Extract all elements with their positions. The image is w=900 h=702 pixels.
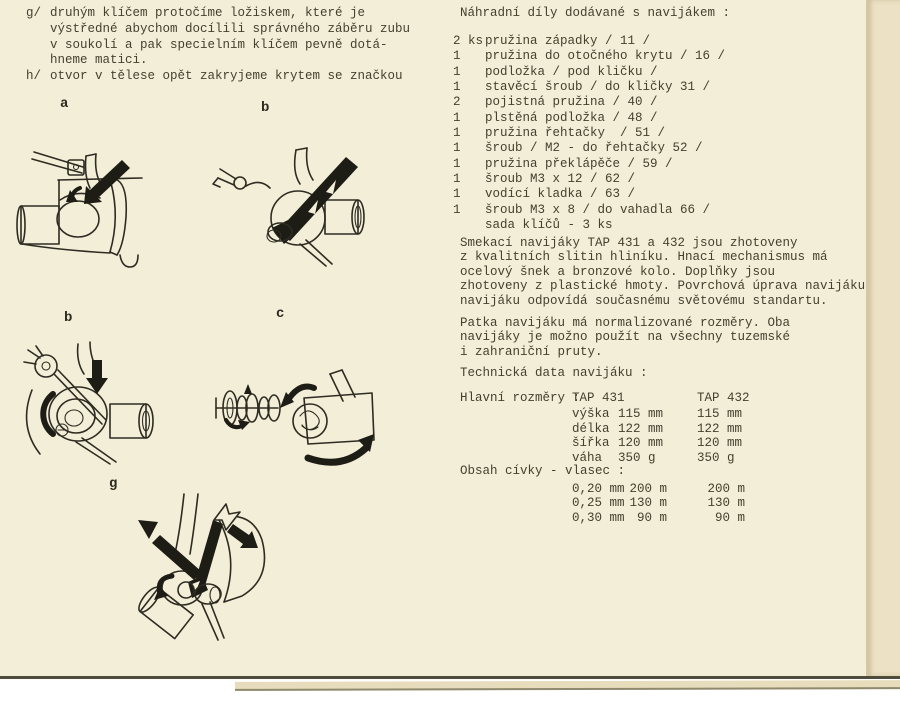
- instruction-h: [26, 69, 450, 85]
- part-qty: 1: [453, 156, 461, 171]
- dimension-value-432: 350 g: [697, 450, 735, 465]
- dimension-name: výška: [572, 407, 610, 421]
- dimension-value-432: 120 mm: [697, 436, 743, 451]
- part-qty: 2: [453, 95, 461, 110]
- part-desc: stavěcí šroub / do kličky 31 /: [485, 80, 711, 95]
- part-desc: pružina řehtačky / 51 /: [485, 126, 666, 141]
- capacity-value-432: 90 m: [714, 510, 745, 525]
- figure-label-c: c: [276, 306, 285, 322]
- dimension-name: šířka: [572, 436, 610, 451]
- part-desc: vodící kladka / 63 /: [485, 187, 636, 202]
- spool-capacity-heading: Obsah cívky - vlasec :: [460, 464, 626, 478]
- dimension-value-431: 120 mm: [618, 436, 664, 451]
- figure-a-illustration: [14, 142, 164, 282]
- part-qty: 1: [453, 80, 461, 95]
- part-desc: pojistná pružina / 40 /: [485, 95, 658, 110]
- figure-b-middle-illustration: [16, 338, 174, 466]
- dimension-value-431: 122 mm: [618, 421, 664, 436]
- paragraph-line: Patka navijáku má normalizované rozměry. Oba: [460, 316, 791, 330]
- dimension-value-432: 115 mm: [697, 407, 743, 421]
- parts-row: [453, 111, 893, 126]
- part-qty: 1: [453, 49, 461, 64]
- parts-row: [453, 95, 893, 110]
- part-qty: 1: [453, 126, 461, 141]
- capacity-value-431: 90 m: [636, 510, 667, 525]
- part-desc: sada klíčů - 3 ks: [485, 218, 613, 233]
- part-desc: pružina do otočného krytu / 16 /: [485, 49, 726, 64]
- line-diameter: 0,25 mm: [572, 496, 625, 511]
- capacity-row: [460, 479, 890, 496]
- figure-label-a: a: [60, 96, 69, 112]
- instruction-label: h/: [26, 69, 42, 84]
- instruction-text: [50, 6, 450, 69]
- dimension-row: [460, 448, 890, 463]
- part-qty: 1: [453, 187, 461, 202]
- part-qty: 1: [453, 172, 461, 187]
- part-desc: podložka / pod kličku /: [485, 64, 658, 79]
- model1-header: TAP 431: [572, 391, 625, 405]
- part-qty: [453, 218, 485, 233]
- instruction-line: otvor v tělese opět zakryjeme krytem se značkou: [50, 69, 403, 84]
- line-diameter: 0,20 mm: [572, 482, 625, 496]
- parts-list: [453, 34, 893, 233]
- page-bottom-edge: [235, 680, 900, 691]
- part-qty: 1: [453, 64, 461, 79]
- figure-g-illustration: [122, 492, 280, 642]
- dimension-row: [460, 433, 890, 451]
- parts-row: [453, 80, 893, 95]
- paragraph-line: navijáku odpovídá současnému světovému standartu.: [460, 293, 828, 308]
- parts-row: [453, 65, 893, 80]
- dimension-row: [460, 419, 890, 434]
- instruction-g: [26, 6, 450, 69]
- part-qty: 1: [453, 141, 461, 156]
- part-qty: 2 ks: [453, 34, 484, 48]
- dimension-name: váha: [572, 450, 603, 465]
- dimension-row: [460, 404, 890, 419]
- part-desc: šroub / M2 - do řehtačky 52 /: [485, 141, 703, 156]
- part-qty: 1: [453, 110, 461, 125]
- spool-capacity-table: [460, 479, 890, 525]
- instruction-line: druhým klíčem protočíme ložiskem, které je: [50, 6, 366, 20]
- tech-data-heading: Technická data navijáku :: [460, 366, 648, 380]
- underlying-page-edge: [866, 0, 900, 676]
- instruction-label: g/: [26, 6, 42, 20]
- parts-row: [453, 49, 893, 64]
- capacity-value-431: 130 m: [629, 496, 667, 511]
- dimensions-table: [460, 404, 890, 465]
- paragraph-line: Smekací navijáky TAP 431 a 432 jsou zhotoveny: [460, 236, 798, 250]
- dimensions-label: Hlavní rozměry :: [460, 391, 581, 405]
- figure-label-g: g: [109, 476, 118, 492]
- parts-row: [453, 157, 893, 172]
- description-paragraph: [460, 236, 865, 308]
- line-diameter: 0,30 mm: [572, 510, 625, 525]
- figure-label-b-mid: b: [64, 310, 73, 326]
- parts-row: [453, 126, 893, 141]
- part-desc: pružina překlápěče / 59 /: [485, 156, 673, 171]
- instruction-line: hneme matici.: [50, 53, 148, 68]
- part-desc: šroub M3 x 8 / do vahadla 66 /: [485, 202, 711, 217]
- instruction-line: výstředné abychom docílili správného záběru zubu: [50, 21, 411, 36]
- parts-heading: Náhradní díly dodávané s navijákem :: [460, 6, 731, 20]
- paragraph-line: i zahraniční pruty.: [460, 344, 603, 359]
- part-desc: plstěná podložka / 48 /: [485, 110, 658, 125]
- dimension-value-432: 122 mm: [697, 421, 743, 436]
- paragraph-line: navijáky je možno použít na všechny tuzemské: [460, 330, 791, 345]
- parts-row: [453, 172, 893, 187]
- capacity-value-432: 200 m: [707, 482, 745, 496]
- capacity-value-431: 200 m: [629, 482, 667, 496]
- parts-row: [453, 187, 893, 202]
- dimension-value-431: 350 g: [618, 450, 656, 465]
- part-desc: šroub M3 x 12 / 62 /: [485, 172, 636, 187]
- part-qty: 1: [453, 202, 461, 217]
- parts-row: [453, 34, 893, 49]
- part-desc: pružina západky / 11 /: [485, 34, 651, 48]
- instruction-text: [50, 69, 450, 85]
- capacity-value-432: 130 m: [707, 496, 745, 511]
- paragraph-line: z kvalitních slitin hliníku. Hnací mechanismus má: [460, 250, 828, 265]
- model2-header: TAP 432: [697, 391, 750, 405]
- paragraph-line: zhotoveny z plastické hmoty. Povrchová úprava navijáku: [460, 279, 866, 294]
- parts-row: [453, 218, 893, 233]
- foot-paragraph: [460, 316, 790, 359]
- dimension-value-431: 115 mm: [618, 407, 664, 421]
- capacity-row: [460, 508, 890, 525]
- dimension-name: délka: [572, 421, 610, 436]
- instruction-list: [26, 6, 450, 85]
- parts-row: [453, 203, 893, 218]
- instruction-line: v soukolí a pak specielním klíčem pevně dotá-: [50, 37, 388, 52]
- figure-label-b-top: b: [261, 100, 270, 116]
- paragraph-line: ocelový šnek a bronzové kolo. Doplňky jsou: [460, 264, 776, 279]
- capacity-row: [460, 493, 890, 511]
- figure-c-illustration: [212, 368, 380, 468]
- parts-row: [453, 141, 893, 156]
- figure-b-top-illustration: [210, 140, 365, 268]
